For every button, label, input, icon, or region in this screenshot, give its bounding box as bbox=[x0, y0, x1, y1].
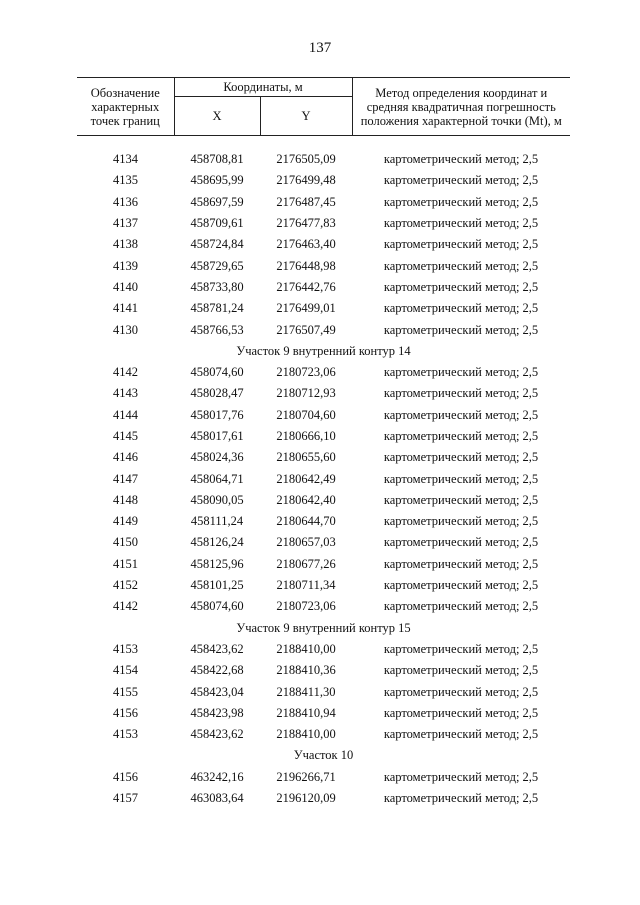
method-cell: картометрический метод; 2,5 bbox=[383, 216, 539, 231]
point-id: 4152 bbox=[113, 578, 138, 593]
point-id: 4135 bbox=[113, 173, 138, 188]
table-row bbox=[77, 362, 570, 383]
method-cell: картометрический метод; 2,5 bbox=[383, 450, 539, 465]
coord-y: 2188411,30 bbox=[276, 684, 336, 699]
point-id: 4153 bbox=[113, 641, 138, 656]
table-row bbox=[77, 319, 570, 340]
method-cell: картометрический метод; 2,5 bbox=[383, 301, 539, 316]
coord-y: 2180723,06 bbox=[276, 599, 336, 614]
table-row bbox=[77, 149, 570, 170]
table-row bbox=[77, 767, 570, 788]
coord-y: 2180712,93 bbox=[276, 386, 336, 401]
table-row bbox=[77, 213, 570, 234]
coord-y: 2180666,10 bbox=[276, 429, 336, 443]
coord-x: 458422,68 bbox=[190, 663, 244, 678]
coord-x: 458126,24 bbox=[190, 535, 244, 550]
table-row bbox=[77, 511, 570, 532]
coord-y: 2188410,00 bbox=[276, 641, 336, 656]
point-id: 4149 bbox=[113, 514, 138, 529]
point-id: 4134 bbox=[113, 152, 138, 167]
table-row bbox=[77, 383, 570, 404]
table-row bbox=[77, 639, 570, 660]
table-row bbox=[77, 681, 570, 702]
table-row bbox=[77, 490, 570, 511]
coord-x: 458028,47 bbox=[190, 386, 244, 401]
table-row bbox=[77, 170, 570, 191]
coord-x: 458733,80 bbox=[190, 279, 244, 294]
section-row bbox=[77, 745, 570, 766]
method-cell: картометрический метод; 2,5 bbox=[383, 769, 539, 784]
coord-y: 2180677,26 bbox=[276, 556, 336, 571]
table-row bbox=[77, 724, 570, 745]
point-id: 4144 bbox=[113, 407, 138, 422]
coord-x: 458729,65 bbox=[190, 258, 244, 273]
method-cell: картометрический метод; 2,5 bbox=[383, 684, 539, 699]
coord-y: 2180642,40 bbox=[276, 492, 336, 507]
coord-y: 2196120,09 bbox=[276, 791, 336, 806]
coord-x: 458423,04 bbox=[190, 684, 244, 699]
method-cell: картометрический метод; 2,5 bbox=[383, 514, 539, 529]
table-row bbox=[77, 703, 570, 724]
method-cell: картометрический метод; 2,5 bbox=[383, 407, 539, 422]
coord-y: 2180723,06 bbox=[276, 365, 336, 380]
point-id: 4156 bbox=[113, 705, 138, 720]
method-cell: картометрический метод; 2,5 bbox=[383, 705, 539, 720]
section-label: Участок 9 внутренний контур 14 bbox=[236, 343, 411, 358]
point-id: 4153 bbox=[113, 727, 138, 742]
section-row bbox=[77, 618, 570, 639]
coord-y: 2176442,76 bbox=[276, 279, 336, 294]
coord-x: 458423,62 bbox=[190, 641, 244, 656]
coord-y: 2176477,83 bbox=[276, 216, 336, 231]
coord-x: 458111,24 bbox=[190, 514, 244, 529]
coord-x: 458074,60 bbox=[190, 599, 244, 614]
table-row bbox=[77, 298, 570, 319]
method-cell: картометрический метод; 2,5 bbox=[383, 279, 539, 294]
point-id: 4157 bbox=[113, 791, 138, 806]
table-row bbox=[77, 575, 570, 596]
table-row bbox=[77, 554, 570, 575]
coord-y: 2188410,36 bbox=[276, 663, 336, 678]
point-id: 4138 bbox=[113, 237, 138, 252]
coord-y: 2180655,60 bbox=[276, 450, 336, 465]
coord-x: 458090,05 bbox=[190, 492, 244, 507]
coord-x: 458101,25 bbox=[190, 578, 244, 593]
method-cell: картометрический метод; 2,5 bbox=[383, 535, 539, 550]
page-number: 137 bbox=[308, 40, 332, 56]
table-row bbox=[77, 192, 570, 213]
table-row bbox=[77, 447, 570, 468]
table-row bbox=[77, 234, 570, 255]
coordinates-table bbox=[77, 77, 570, 809]
table-body bbox=[77, 136, 570, 810]
method-cell: картометрический метод; 2,5 bbox=[383, 237, 539, 252]
method-cell: картометрический метод; 2,5 bbox=[383, 365, 539, 380]
header-x: X bbox=[174, 97, 260, 136]
method-cell: картометрический метод; 2,5 bbox=[383, 663, 539, 678]
table-row bbox=[77, 405, 570, 426]
section-row bbox=[77, 341, 570, 362]
table-row bbox=[77, 788, 570, 809]
point-id: 4140 bbox=[113, 279, 138, 294]
method-cell: картометрический метод; 2,5 bbox=[383, 599, 539, 614]
point-id: 4143 bbox=[113, 386, 138, 401]
method-cell: картометрический метод; 2,5 bbox=[383, 258, 539, 273]
point-id: 4141 bbox=[113, 301, 138, 316]
table-row bbox=[77, 596, 570, 617]
coord-y: 2176487,45 bbox=[276, 194, 336, 209]
table-row bbox=[77, 255, 570, 276]
method-cell: картометрический метод; 2,5 bbox=[383, 386, 539, 401]
coord-y: 2176448,98 bbox=[276, 258, 336, 273]
coord-x: 458766,53 bbox=[190, 322, 244, 337]
point-id: 4145 bbox=[113, 429, 138, 443]
method-cell: картометрический метод; 2,5 bbox=[383, 152, 539, 167]
coord-y: 2180711,34 bbox=[276, 578, 336, 593]
point-id: 4136 bbox=[113, 194, 138, 209]
coord-y: 2196266,71 bbox=[276, 769, 336, 784]
coord-x: 458709,61 bbox=[190, 216, 244, 231]
coord-x: 458697,59 bbox=[190, 194, 244, 209]
method-cell: картометрический метод; 2,5 bbox=[383, 173, 539, 188]
header-y: Y bbox=[260, 97, 352, 136]
coord-x: 463242,16 bbox=[190, 769, 244, 784]
coord-x: 458695,99 bbox=[190, 173, 244, 188]
coord-x: 458125,96 bbox=[190, 556, 244, 571]
header-coordinates: Координаты, м bbox=[174, 78, 352, 97]
table-row bbox=[77, 277, 570, 298]
coord-y: 2188410,00 bbox=[276, 727, 336, 742]
table-row bbox=[77, 468, 570, 489]
coord-x: 458423,62 bbox=[190, 727, 244, 742]
table-header bbox=[77, 78, 570, 136]
coord-x: 458017,76 bbox=[190, 407, 244, 422]
header-method: Метод определения координат и средняя квадратичная погрешность положения характерной точки (Mt), м bbox=[352, 78, 570, 136]
point-id: 4139 bbox=[113, 258, 138, 273]
coord-x: 458724,84 bbox=[190, 237, 244, 252]
point-id: 4137 bbox=[113, 216, 138, 231]
method-cell: картометрический метод; 2,5 bbox=[383, 556, 539, 571]
coord-x: 458708,81 bbox=[190, 152, 244, 167]
coord-y: 2176463,40 bbox=[276, 237, 336, 252]
point-id: 4154 bbox=[113, 663, 138, 678]
point-id: 4156 bbox=[113, 769, 138, 784]
coord-y: 2176505,09 bbox=[276, 152, 336, 167]
point-id: 4147 bbox=[113, 471, 138, 486]
point-id: 4151 bbox=[113, 556, 138, 571]
method-cell: картометрический метод; 2,5 bbox=[383, 492, 539, 507]
method-cell: картометрический метод; 2,5 bbox=[383, 641, 539, 656]
point-id: 4130 bbox=[113, 322, 138, 337]
header-point-designation: Обозначение характерных точек границ bbox=[77, 78, 174, 136]
coord-x: 458074,60 bbox=[190, 365, 244, 380]
coord-x: 458064,71 bbox=[190, 471, 244, 486]
point-id: 4142 bbox=[113, 599, 138, 614]
table-row bbox=[77, 660, 570, 681]
coord-y: 2180644,70 bbox=[276, 514, 336, 529]
method-cell: картометрический метод; 2,5 bbox=[383, 727, 539, 742]
point-id: 4155 bbox=[113, 684, 138, 699]
coord-y: 2176507,49 bbox=[276, 322, 336, 337]
section-label: Участок 9 внутренний контур 15 bbox=[236, 620, 411, 635]
coord-y: 2176499,01 bbox=[276, 301, 336, 316]
coord-y: 2180657,03 bbox=[276, 535, 336, 550]
coord-x: 458781,24 bbox=[190, 301, 244, 316]
coord-x: 463083,64 bbox=[190, 791, 244, 806]
coord-y: 2180642,49 bbox=[276, 471, 336, 486]
method-cell: картометрический метод; 2,5 bbox=[383, 791, 539, 806]
table-row bbox=[77, 532, 570, 553]
coord-y: 2180704,60 bbox=[276, 407, 336, 422]
coord-x: 458017,61 bbox=[190, 429, 244, 443]
method-cell: картометрический метод; 2,5 bbox=[383, 429, 539, 443]
point-id: 4148 bbox=[113, 492, 138, 507]
coord-y: 2188410,94 bbox=[276, 705, 336, 720]
coord-x: 458024,36 bbox=[190, 450, 244, 465]
method-cell: картометрический метод; 2,5 bbox=[383, 578, 539, 593]
point-id: 4142 bbox=[113, 365, 138, 380]
coord-x: 458423,98 bbox=[190, 705, 244, 720]
coord-y: 2176499,48 bbox=[276, 173, 336, 188]
method-cell: картометрический метод; 2,5 bbox=[383, 322, 539, 337]
method-cell: картометрический метод; 2,5 bbox=[383, 471, 539, 486]
method-cell: картометрический метод; 2,5 bbox=[383, 194, 539, 209]
point-id: 4150 bbox=[113, 535, 138, 550]
section-label: Участок 10 bbox=[293, 748, 354, 763]
point-id: 4146 bbox=[113, 450, 138, 465]
table-row bbox=[77, 426, 570, 447]
